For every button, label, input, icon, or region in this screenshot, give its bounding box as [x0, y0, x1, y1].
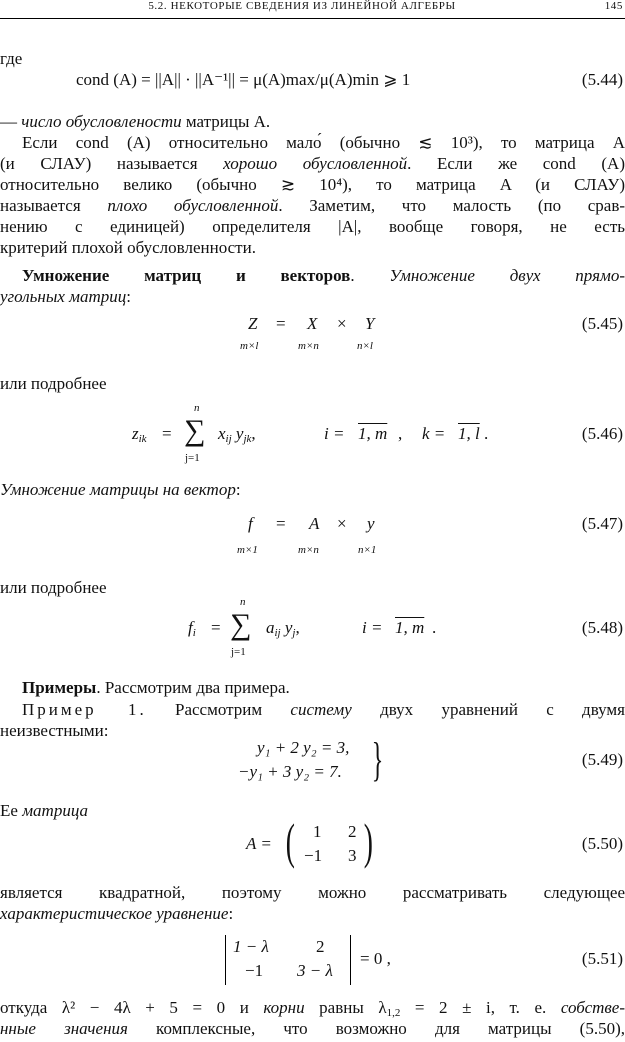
- paragraph-line: относительно велико (обычно ≳ 10⁴), то матрица A (и СЛАУ): [0, 175, 625, 194]
- paragraph-line: или подробнее: [0, 578, 107, 597]
- page-number: 145: [604, 0, 623, 12]
- paragraph-line: [0, 286, 625, 307]
- heading-bold: Умножение матриц и векторов: [22, 266, 351, 285]
- text: равны λ: [319, 998, 387, 1017]
- example-label: Пример 1.: [22, 700, 147, 719]
- section-heading-line: [0, 677, 625, 698]
- equation-5-47: [0, 514, 625, 562]
- var-f: f: [188, 618, 193, 637]
- term-ill-conditioned: плохо обусловленной: [107, 196, 279, 215]
- paragraph-line: Если cond (A) относительно мало́ (обычно ≲ 10³), то матрица A: [22, 133, 625, 152]
- index-range: 1, m: [395, 618, 425, 637]
- index-range: i =: [362, 618, 383, 637]
- dimension-label: n×1: [358, 544, 377, 556]
- lhs: A =: [246, 834, 272, 853]
- paragraph-line: [0, 153, 625, 174]
- sum-lower: j=1: [231, 646, 246, 658]
- var-y: Y: [365, 314, 375, 333]
- term-eigenvalues: нные значения: [0, 1019, 128, 1038]
- index-range: 1, m: [358, 424, 388, 443]
- running-header: [0, 0, 625, 19]
- matrix-entry: 2: [316, 937, 325, 956]
- term-matrix: матрица: [22, 801, 89, 820]
- dimension-label: m×n: [298, 340, 319, 352]
- equation-5-51: [0, 935, 625, 987]
- matrix-entry: 2: [348, 822, 357, 841]
- term-condition-number: число обусловлености: [21, 112, 182, 131]
- text: . Если же cond (A): [407, 154, 625, 173]
- determinant-bar: [350, 935, 351, 985]
- text: двух уравнений с двумя: [380, 700, 625, 719]
- equals-sign: =: [162, 424, 172, 443]
- section-heading-line: [0, 265, 625, 286]
- text: матрицы A.: [185, 112, 271, 131]
- text: :: [228, 904, 234, 923]
- sum-sign: ∑: [230, 608, 252, 641]
- subscript: j: [292, 627, 296, 639]
- var-x: X: [307, 314, 318, 333]
- var-y: y: [367, 514, 375, 533]
- cond-formula: cond (A) = ||A|| · ||A⁻¹|| = μ(A)max/μ(A)min ⩾ 1: [76, 70, 411, 89]
- var-z: z: [132, 424, 139, 443]
- heading-bold: Примеры: [22, 678, 97, 697]
- equation-number: (5.49): [581, 750, 623, 769]
- times-sign: ×: [337, 514, 347, 533]
- index-range: 1, l: [458, 424, 480, 443]
- equation-number: (5.51): [581, 949, 623, 968]
- determinant-bar: [225, 935, 226, 985]
- matrix-entry: 1: [313, 822, 322, 841]
- subscript: 1,2: [386, 1007, 401, 1019]
- sum-sign: ∑: [184, 414, 206, 447]
- subscript: i: [192, 627, 196, 639]
- matrix-entry: −1: [304, 846, 323, 865]
- sum-upper: n: [194, 402, 200, 414]
- right-paren: ): [363, 813, 373, 869]
- index-range: k =: [422, 424, 446, 443]
- text: .: [350, 266, 355, 285]
- summand: $a_{ij}$ $y_j$,: [266, 618, 300, 639]
- text: называется: [0, 196, 81, 215]
- sum-upper: n: [240, 596, 246, 608]
- subscript: ik: [138, 433, 147, 445]
- text: . Заметим, что малость (по срав-: [278, 196, 625, 215]
- index-range: i =: [324, 424, 345, 443]
- rhs: = 0 ,: [360, 949, 391, 968]
- text: . Рассмотрим два примера.: [96, 678, 290, 697]
- dimension-label: m×n: [298, 544, 319, 556]
- text: (и СЛАУ) называется: [0, 154, 198, 173]
- equation-number: (5.47): [581, 514, 623, 533]
- term-matrix-product: угольных матриц: [0, 287, 127, 306]
- var-z: Z: [248, 314, 258, 333]
- term-characteristic-equation: характеристическое уравнение: [0, 904, 229, 923]
- equation-number: (5.50): [581, 834, 623, 853]
- times-sign: ×: [337, 314, 347, 333]
- subscript: ij: [225, 433, 232, 445]
- term-roots: корни: [263, 998, 305, 1017]
- var: x: [218, 424, 226, 443]
- paragraph-line: [0, 479, 625, 500]
- equation-number: (5.48): [581, 618, 623, 637]
- equation-5-50: [0, 813, 625, 870]
- dimension-label: m×1: [237, 544, 258, 556]
- text: Рассмотрим: [175, 700, 263, 719]
- equation-5-45: [0, 314, 625, 358]
- matrix-entry: −1: [245, 961, 264, 980]
- var-f: f: [248, 514, 253, 533]
- subscript: jk: [243, 433, 252, 445]
- equation-number: (5.44): [581, 70, 623, 89]
- paragraph-line: неизвестными:: [0, 721, 109, 740]
- lhs: [188, 618, 196, 639]
- dimension-label: n×l: [357, 340, 373, 352]
- left-paren: (: [285, 813, 295, 869]
- paragraph-line: нению с единицей) определителя |A|, вообще говоря, не есть: [0, 217, 625, 236]
- equation-number: (5.45): [581, 314, 623, 333]
- term-system: систему: [290, 700, 352, 719]
- text: :: [126, 287, 132, 306]
- var: y: [284, 618, 293, 637]
- text: откуда λ² − 4λ + 5 = 0 и: [0, 998, 249, 1017]
- lhs: [132, 424, 147, 445]
- section-title: 5.2. НЕКОТОРЫЕ СВЕДЕНИЯ ИЗ ЛИНЕЙНОЙ АЛГЕБРЫ: [148, 0, 456, 12]
- term-matrix-vector: Умножение матрицы на вектор: [0, 480, 236, 499]
- sum-lower: j=1: [185, 452, 200, 464]
- equation-number: (5.46): [581, 424, 623, 443]
- equation-5-46: $z_{ik}$ = n ∑ j=1 $x_{ij}$ $y_{jk}$, i = 1, m , k = 1, l . (5.46): [132, 402, 623, 464]
- equation-5-44: [0, 70, 625, 110]
- paragraph-line: или подробнее: [0, 374, 107, 393]
- paragraph-line: критерий плохой обусловленности.: [0, 238, 256, 257]
- right-brace: }: [371, 733, 384, 786]
- equals-sign: =: [276, 514, 286, 533]
- paragraph-line: [0, 111, 625, 132]
- equation-5-49: [0, 733, 625, 786]
- text: Ее: [0, 801, 18, 820]
- matrix-entry: 1 − λ: [233, 937, 269, 956]
- term-eigenvalues: собстве-: [560, 998, 625, 1017]
- var: y: [235, 424, 244, 443]
- matrix-entry: 3: [348, 846, 357, 865]
- paragraph-line: является квадратной, поэтому можно рассматривать следующее: [0, 883, 625, 902]
- summand: $x_{ij}$ $y_{jk}$,: [218, 424, 256, 445]
- var: a: [266, 618, 275, 637]
- dash: —: [0, 112, 17, 131]
- paragraph-line: [0, 903, 625, 924]
- term-matrix-product: Умножение двух прямо-: [389, 266, 625, 285]
- matrix-entry: 3 − λ: [297, 961, 333, 980]
- var-a: A: [309, 514, 320, 533]
- equals-sign: =: [211, 618, 221, 637]
- equation-5-48: $f_i$ = n ∑ j=1 $a_{ij}$ $y_j$, i = 1, m . (5.48): [188, 596, 623, 658]
- text-where: где: [0, 49, 23, 68]
- equation-row: y₁ + 2 y₂ = 3,: [257, 738, 350, 757]
- equals-sign: =: [276, 314, 286, 333]
- term-well-conditioned: хорошо обусловленной: [223, 154, 408, 173]
- paragraph-line: [0, 699, 625, 720]
- text: :: [235, 480, 241, 499]
- text: комплексные, что возможно для матрицы (5.50),: [156, 1019, 625, 1038]
- equation-row: −y₁ + 3 y₂ = 7.: [238, 762, 342, 781]
- text: = 2 ± i, т. е.: [414, 998, 547, 1017]
- subscript: ij: [274, 627, 281, 639]
- dimension-label: m×l: [240, 340, 259, 352]
- paragraph-line: [0, 1018, 625, 1039]
- paragraph-line: [0, 800, 625, 821]
- paragraph-line: [0, 195, 625, 216]
